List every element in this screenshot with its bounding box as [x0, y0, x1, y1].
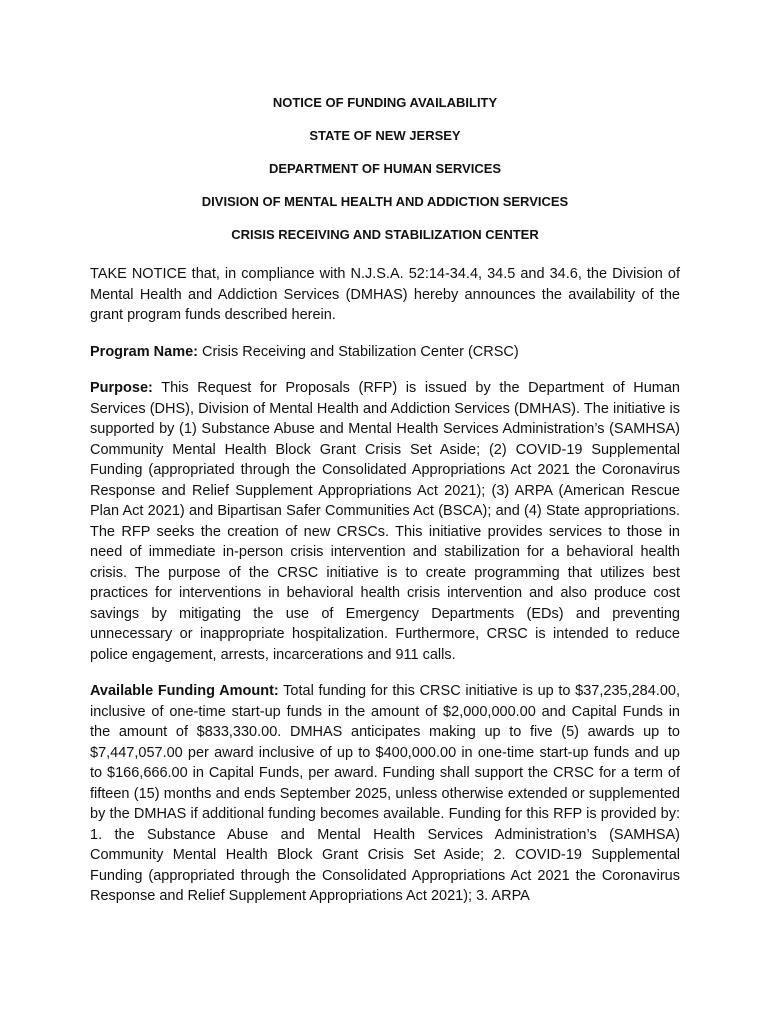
heading-division: DIVISION OF MENTAL HEALTH AND ADDICTION SERVICES: [201, 194, 569, 209]
heading-state: STATE OF NEW JERSEY: [309, 128, 461, 143]
program-name-text: Crisis Receiving and Stabilization Center (CRSC): [197, 343, 519, 360]
document-body: [90, 264, 680, 923]
notice-paragraph: TAKE NOTICE that, in compliance with N.J.S.A. 52:14-34.4, 34.5 and 34.6, the Division of Mental Health and Addiction Services (DMHAS) hereby announces the availability of the grant program funds described herein.: [90, 266, 680, 323]
title-block: [90, 94, 680, 259]
heading-notice: NOTICE OF FUNDING AVAILABILITY: [272, 95, 498, 110]
program-name-paragraph: [90, 342, 680, 363]
heading-program-center: CRISIS RECEIVING AND STABILIZATION CENTER: [231, 227, 539, 242]
program-name-label: Program Name:: [90, 343, 198, 360]
funding-paragraph: [90, 681, 680, 907]
purpose-paragraph: [90, 378, 680, 665]
funding-text: Total funding for this CRSC initiative is up to $37,235,284.00, inclusive of one-time start-up funds in the amount of $2,000,000.00 and Capital Funds in the amount of $833,330.00. DMHAS anticipates making up to five (5) awards up to $7,447,057.00 per award inclusive of up to $400,000.00 in one-time start-up funds and up to $166,666.00 in Capital Funds, per award. Funding shall support the CRSC for a term of fifteen (15) months and ends September 2025, unless otherwise extended or supplemented by the DMHAS if additional funding becomes available. Funding for this RFP is provided by: 1. the Substance Abuse and Mental Health Services Administration’s (SAMHSA) Community Mental Health Block Grant Crisis Set Aside; 2. COVID-19 Supplemental Funding (appropriated through the Consolidated Appropriations Act 2021 the Coronavirus Response and Relief Supplement Appropriations Act 2021); 3. ARPA: [90, 683, 680, 904]
heading-department: DEPARTMENT OF HUMAN SERVICES: [268, 161, 502, 176]
purpose-label: Purpose:: [90, 380, 153, 396]
funding-label: Available Funding Amount:: [90, 683, 279, 699]
purpose-text: This Request for Proposals (RFP) is issued by the Department of Human Services (DHS), Division of Mental Health and Addiction Services (DMHAS). The initiative is supported by (1) Substance Abuse and Mental Health Services Administration’s (SAMHSA) Community Mental Health Block Grant Crisis Set Aside; (2) COVID-19 Supplemental Funding (appropriated through the Consolidated Appropriations Act 2021 the Coronavirus Response and Relief Supplement Appropriations Act 2021); (3) ARPA (American Rescue Plan Act 2021) and Bipartisan Safer Communities Act (BSCA); and (4) State appropriations. The RFP seeks the creation of new CRSCs. This initiative provides services to those in need of immediate in-person crisis intervention and stabilization for a behavioral health crisis. The purpose of the CRSC initiative is to create programming that utilizes best practices for interventions in behavioral health crisis intervention and also produce cost savings by mitigating the use of Emergency Departments (EDs) and preventing unnecessary or inappropriate hospitalization. Furthermore, CRSC is intended to reduce police engagement, arrests, incarcerations and 911 calls.: [90, 380, 680, 663]
